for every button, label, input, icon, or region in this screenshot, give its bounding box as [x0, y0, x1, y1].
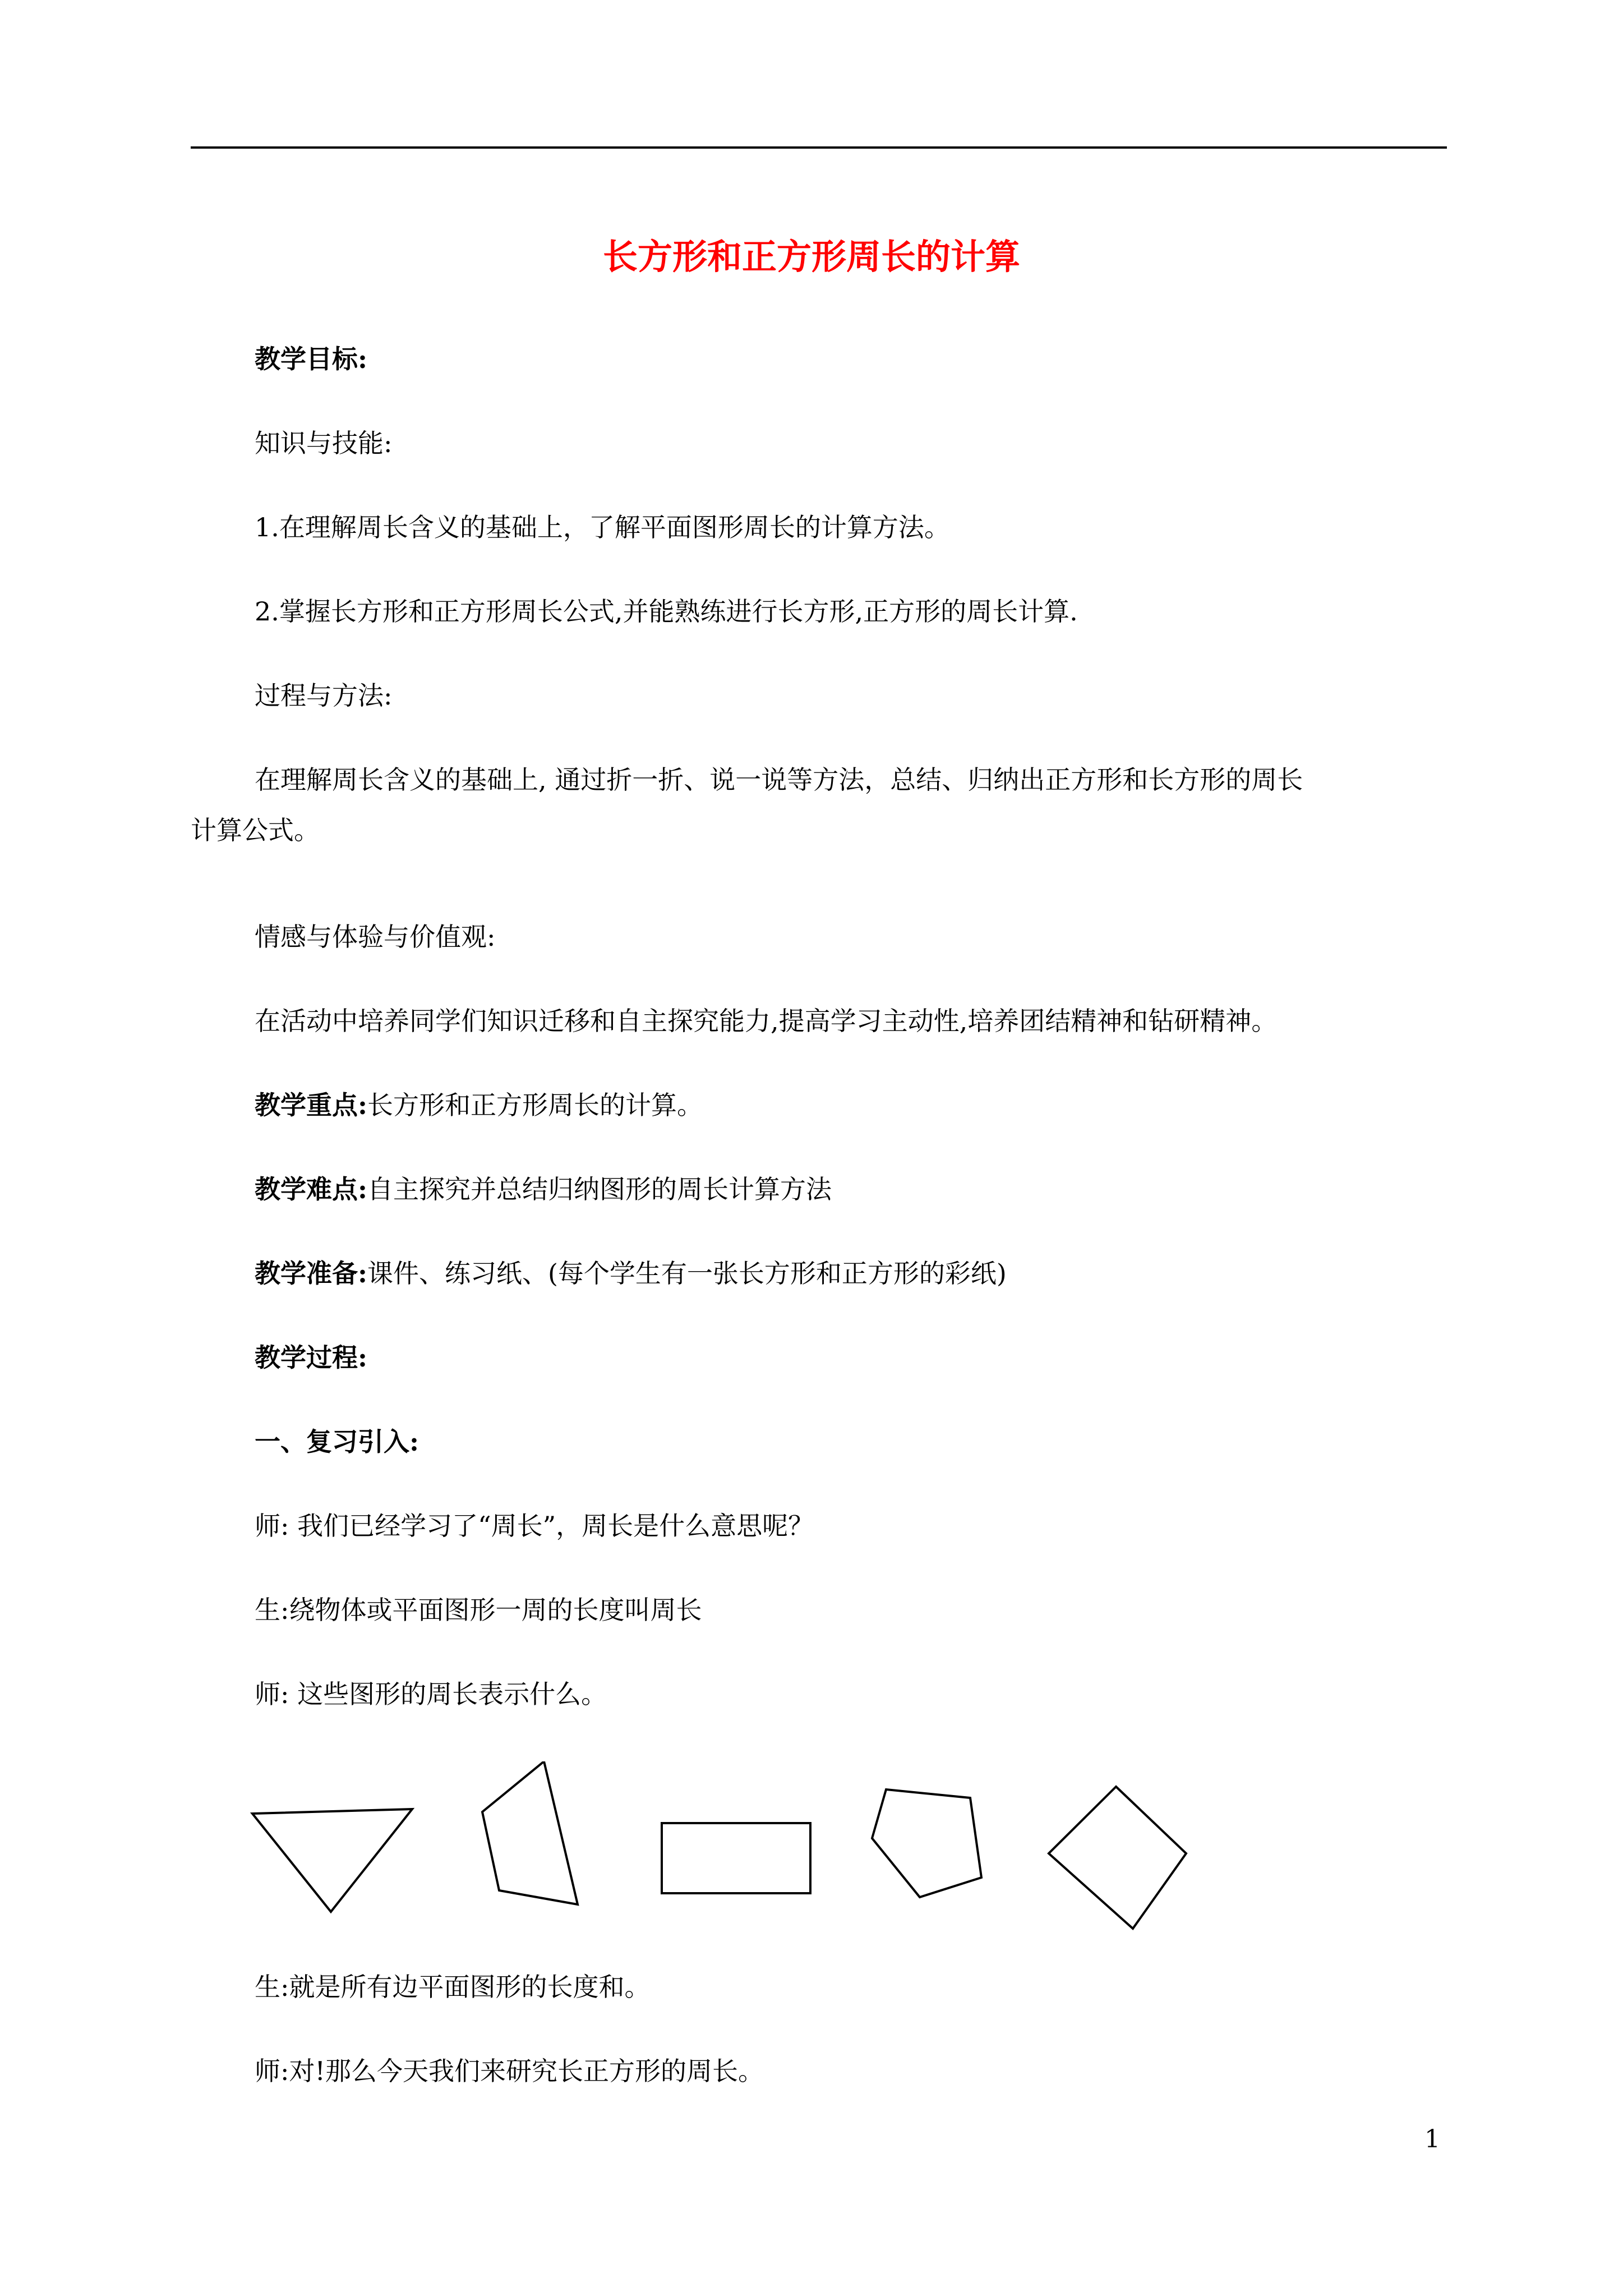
difficulty-label: 教学难点:: [255, 1174, 367, 1204]
difficulty: [255, 1172, 1455, 1206]
quadrilateral-shape: [482, 1761, 578, 1904]
key-point-label: 教学重点:: [255, 1090, 367, 1120]
knowledge-item-2: 2.掌握长方形和正方形周长公式,并能熟练进行长方形,正方形的周长计算.: [255, 596, 1078, 627]
step-one-heading: 一、复习引入:: [255, 1427, 419, 1457]
process-paragraph: [191, 763, 1447, 847]
dialogue-line: 师: 这些图形的周长表示什么。: [255, 1679, 607, 1709]
page-number: 1: [1424, 2125, 1440, 2154]
preparation-label: 教学准备:: [255, 1258, 367, 1289]
pentagon-shape: [872, 1789, 981, 1897]
dialogue-line: 师: 我们已经学习了“周长”，周长是什么意思呢？: [255, 1511, 814, 1541]
knowledge-item-1: 1.在理解周长含义的基础上，了解平面图形周长的计算方法。: [255, 512, 950, 542]
emotion-heading: 情感与体验与价值观:: [255, 922, 496, 952]
preparation: [255, 1257, 1455, 1290]
key-point: [255, 1088, 1455, 1122]
dialogue-line: 生:绕物体或平面图形一周的长度叫周长: [255, 1595, 702, 1625]
header-rule: [191, 146, 1447, 149]
document-title: 长方形和正方形周长的计算: [602, 236, 1020, 277]
knowledge-heading: 知识与技能:: [255, 428, 393, 458]
dialogue-line: 师:对!那么今天我们来研究长正方形的周长。: [255, 2056, 764, 2086]
process-text-line-2: 计算公式。: [191, 815, 320, 845]
objectives-heading: 教学目标:: [255, 344, 367, 374]
difficulty-text: 自主探究并总结归纳图形的周长计算方法: [367, 1174, 832, 1204]
square-shape: [1049, 1787, 1186, 1929]
process-steps-heading: 教学过程:: [255, 1342, 367, 1373]
dialogue-line: 生:就是所有边平面图形的长度和。: [255, 1972, 651, 2002]
shapes-figure: [247, 1761, 1234, 1952]
rectangle-shape: [662, 1823, 810, 1893]
preparation-text: 课件、练习纸、(每个学生有一张长方形和正方形的彩纸): [367, 1258, 1007, 1289]
key-point-text: 长方形和正方形周长的计算。: [367, 1090, 703, 1120]
emotion-text: 在活动中培养同学们知识迁移和自主探究能力,提高学习主动性,培养团结精神和钻研精神。: [255, 1006, 1278, 1036]
process-heading: 过程与方法:: [255, 680, 393, 711]
process-text-line-1: 在理解周长含义的基础上, 通过折一折、说一说等方法，总结、归纳出正方形和长方形的周长: [255, 765, 1303, 795]
triangle-shape: [252, 1809, 412, 1912]
